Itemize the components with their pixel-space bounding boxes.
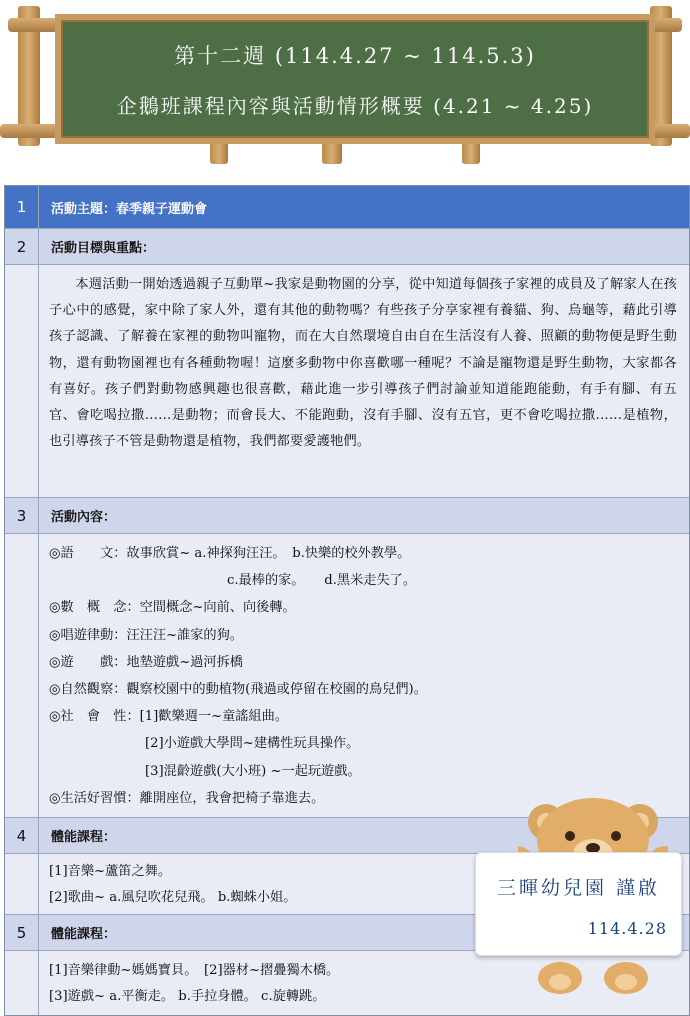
row-number: 3 bbox=[5, 498, 39, 533]
page-title: 第十二週 (114.4.27 ~ 114.5.3) bbox=[174, 44, 536, 68]
row-content-header bbox=[5, 498, 689, 534]
row-theme bbox=[5, 186, 689, 229]
content-line: ◎社 會 性：[1]歡樂週一~童謠組曲。 bbox=[49, 709, 289, 725]
row-goals-body bbox=[5, 265, 689, 498]
pe-line: [1]音樂~蘆笛之舞。 bbox=[49, 864, 172, 879]
pe-line: [2]歌曲~ a.風兒吹花兒飛。 b.蜘蛛小姐。 bbox=[49, 890, 297, 905]
row-number: 2 bbox=[5, 229, 39, 264]
content-line: [2]小遊戲大學問~建構性玩具操作。 bbox=[145, 736, 360, 752]
row-title: 活動內容： bbox=[51, 510, 117, 525]
row-title: 活動主題：春季親子運動會 bbox=[51, 201, 208, 217]
content-line: c.最棒的家。 d.黑米走失了。 bbox=[227, 573, 417, 589]
row-number: 1 bbox=[5, 186, 39, 228]
row-number: 5 bbox=[5, 915, 39, 950]
row-number: 4 bbox=[5, 818, 39, 853]
content-line: [3]混齡遊戲(大小班) ~一起玩遊戲。 bbox=[145, 763, 361, 779]
content-line: ◎數 概 念：空間概念~向前、向後轉。 bbox=[49, 600, 296, 616]
row-content-body bbox=[5, 534, 689, 818]
chalkboard-header bbox=[0, 0, 690, 170]
content-line: ◎自然觀察：觀察校園中的動植物(飛過或停留在校園的鳥兒們)。 bbox=[49, 681, 427, 697]
pe-line: [1]音樂律動~媽媽寶貝。 [2]器材~摺疊獨木橋。 bbox=[49, 963, 340, 978]
signature-date: 114.4.28 bbox=[587, 919, 667, 938]
signature-card bbox=[475, 852, 682, 956]
content-line: ◎語 文：故事欣賞~ a.神探狗汪汪。 b.快樂的校外教學。 bbox=[49, 546, 411, 561]
row-title: 體能課程： bbox=[51, 830, 117, 845]
pe-line: [3]遊戲~ a.平衡走。 b.手拉身體。 c.旋轉跳。 bbox=[49, 989, 326, 1004]
content-line: ◎唱遊律動：汪汪汪~誰家的狗。 bbox=[49, 627, 243, 643]
page-subtitle: 企鵝班課程內容與活動情形概要 (4.21 ~ 4.25) bbox=[116, 94, 594, 118]
goals-paragraph: 本週活動一開始透過親子互動單~我家是動物園的分享，從中知道每個孩子家裡的成員及了解家人在孩子心中的感覺，家中除了家人外，還有其他的動物嗎？有些孩子分享家裡有養貓、狗、烏龜等，藉此引導孩子認識、了解養在家裡的動物叫寵物，而在大自然環境自由自在生活沒有人養、照顧的動物便是野生動物，還有動物園裡也有各種動物喔！這麼多動物中你喜歡哪一種呢？不論是寵物還是野生動物，大家都各有喜好。孩子們對動物感興趣也很喜歡，藉此進一步引導孩子們討論並知道能跑能動，有手有腳、有五官、會吃喝拉撒……是動物；而會長大、不能跑動，沒有手腳、沒有五官，更不會吃喝拉撒……是植物，也引導孩子不管是動物還是植物，我們都要愛護牠們。 bbox=[49, 277, 677, 450]
chalkboard bbox=[55, 14, 655, 144]
content-line: ◎遊 戲：地墊遊戲~過河拆橋 bbox=[49, 654, 243, 670]
row-title: 活動目標與重點： bbox=[51, 241, 156, 256]
row-goals-header bbox=[5, 229, 689, 265]
row-title: 體能課程： bbox=[51, 927, 117, 942]
content-line: ◎生活好習慣：離開座位，我會把椅子靠進去。 bbox=[49, 790, 325, 806]
school-signature: 三暉幼兒園 謹啟 bbox=[496, 877, 661, 899]
